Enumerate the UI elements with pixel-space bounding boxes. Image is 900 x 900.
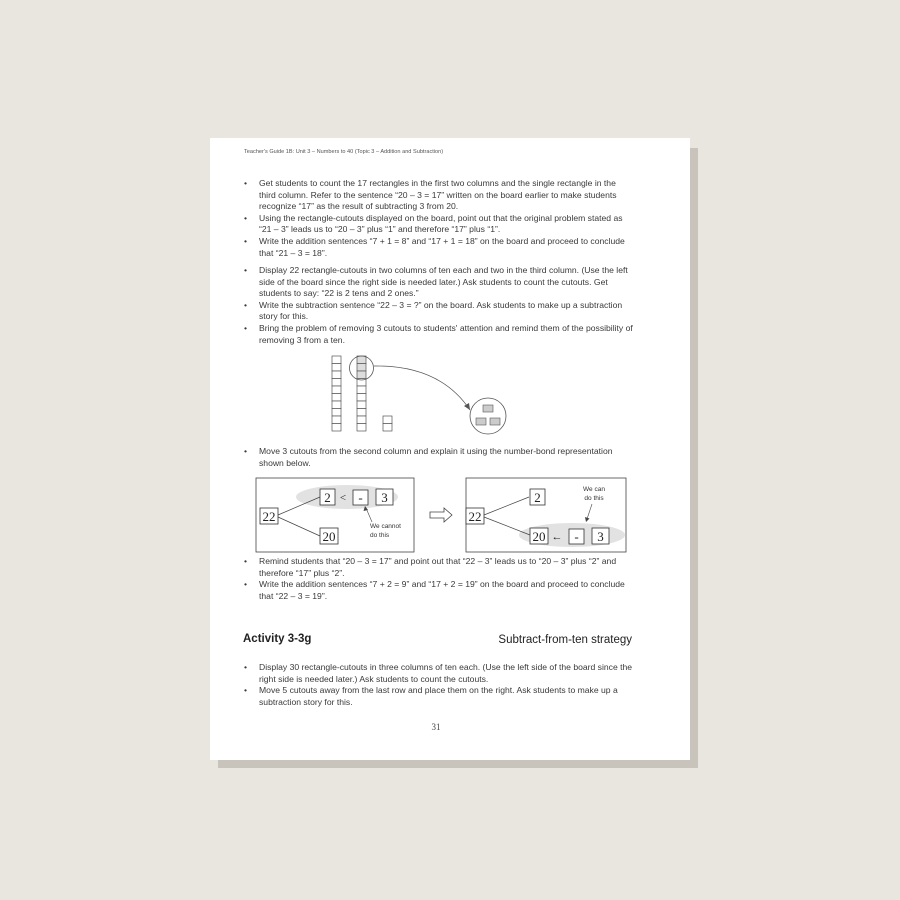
bullet-icon: • xyxy=(244,579,248,590)
arrowhead-icon xyxy=(464,403,470,410)
bullet-list-1 xyxy=(242,178,634,259)
bullet-list-5 xyxy=(242,662,634,708)
transform-arrow-icon xyxy=(430,508,452,522)
list-item: • Move 3 cutouts from the second column and explain it using the number-bond representation shown below. xyxy=(244,446,613,468)
running-header: Teacher's Guide 1B: Unit 3 – Numbers to 40 (Topic 3 – Addition and Subtraction) xyxy=(244,149,444,155)
bullet-icon: • xyxy=(244,178,248,188)
list-item: • Get students to count the 17 rectangles in the first two columns and the single rectangle in the third column. Refer to the sentence “20 – 3 = 17” written on the board earlier to make students recognize “17” as the result of subtracting 3 from 20. xyxy=(244,178,617,212)
bullet-icon: • xyxy=(244,662,248,672)
left-note-line2: do this xyxy=(370,532,390,539)
right-minus-sign: - xyxy=(574,529,579,544)
bullet-icon: • xyxy=(244,322,248,333)
list-item: • Using the rectangle-cutouts displayed on the board, point out that the original problem stated as “21 – 3” leads us to “20 – 3” plus “1” and therefore “17” plus “1”. xyxy=(244,212,623,235)
left-whole-value: 22 xyxy=(262,509,276,524)
column-2 xyxy=(357,356,366,431)
bullet-list-4 xyxy=(242,556,634,602)
page-number: 31 xyxy=(431,722,441,732)
pointer-arrow-icon xyxy=(585,517,590,522)
column-1 xyxy=(332,356,341,431)
list-item: • Write the addition sentences “7 + 1 = 8” and “17 + 1 = 18” on the board and proceed to conclude that “21 – 3 = 18”. xyxy=(244,235,625,258)
removed-group-circle xyxy=(470,398,506,434)
left-bottom-value: 20 xyxy=(322,529,336,544)
bullet-list-3 xyxy=(242,446,634,469)
list-item: • Bring the problem of removing 3 cutouts to students' attention and remind them of the possibility of removing 3 from a ten. xyxy=(244,322,633,345)
bullet-list-2 xyxy=(242,265,634,346)
list-item: • Write the addition sentences “7 + 2 = 9” and “17 + 2 = 19” on the board and proceed to conclude that “22 – 3 = 19”. xyxy=(244,579,625,601)
bullet-icon: • xyxy=(244,212,248,223)
bullet-icon: • xyxy=(244,446,248,456)
list-item: • Display 22 rectangle-cutouts in two columns of ten each and two in the third column. (Use the left side of the board since the right side is needed later.) Ask students to count the cutouts. Get students to say: “22 is 2 tens and 2 ones.” xyxy=(244,265,628,299)
bullet-icon: • xyxy=(244,235,248,246)
document-page xyxy=(210,138,690,760)
bullet-icon: • xyxy=(244,265,248,275)
activity-title: Activity 3-3g xyxy=(243,633,312,645)
list-item: • Write the subtraction sentence “22 – 3 = ?” on the board. Ask students to make up a subtraction story for this. xyxy=(244,299,623,322)
left-subtrahend-value: 3 xyxy=(381,490,388,505)
move-arrow xyxy=(374,366,470,410)
left-minus-sign: - xyxy=(358,490,363,505)
number-bond-figure xyxy=(254,476,634,556)
left-arrow-icon: ← xyxy=(551,531,563,543)
right-part-value: 2 xyxy=(534,490,541,505)
list-item: • Remind students that “20 – 3 = 17” and point out that “22 – 3” leads us to “20 – 3” plus “2” and therefore “17” plus “2”. xyxy=(244,556,617,578)
right-whole-value: 22 xyxy=(468,509,482,524)
right-bottom-value: 20 xyxy=(532,529,546,544)
right-note-line1: We can xyxy=(583,486,605,493)
list-item: • Move 5 cutouts away from the last row and place them on the right. Ask students to make up a subtraction story for this. xyxy=(244,685,618,707)
bullet-icon: • xyxy=(244,299,248,310)
cutout-columns-figure xyxy=(320,350,530,440)
removed-cutouts xyxy=(476,405,500,425)
left-note-line1: We cannot xyxy=(370,523,401,530)
right-note-line2: do this xyxy=(584,495,604,502)
less-than-symbol: < xyxy=(339,492,347,504)
left-part-value: 2 xyxy=(324,490,331,505)
activity-strategy: Subtract-from-ten strategy xyxy=(498,634,632,646)
bullet-icon: • xyxy=(244,556,248,566)
bullet-icon: • xyxy=(244,685,248,696)
right-subtrahend-value: 3 xyxy=(597,529,604,544)
column-3 xyxy=(383,416,392,431)
list-item: • Display 30 rectangle-cutouts in three columns of ten each. (Use the left side of the board since the right side is needed later.) Ask students to count the cutouts. xyxy=(244,662,633,684)
